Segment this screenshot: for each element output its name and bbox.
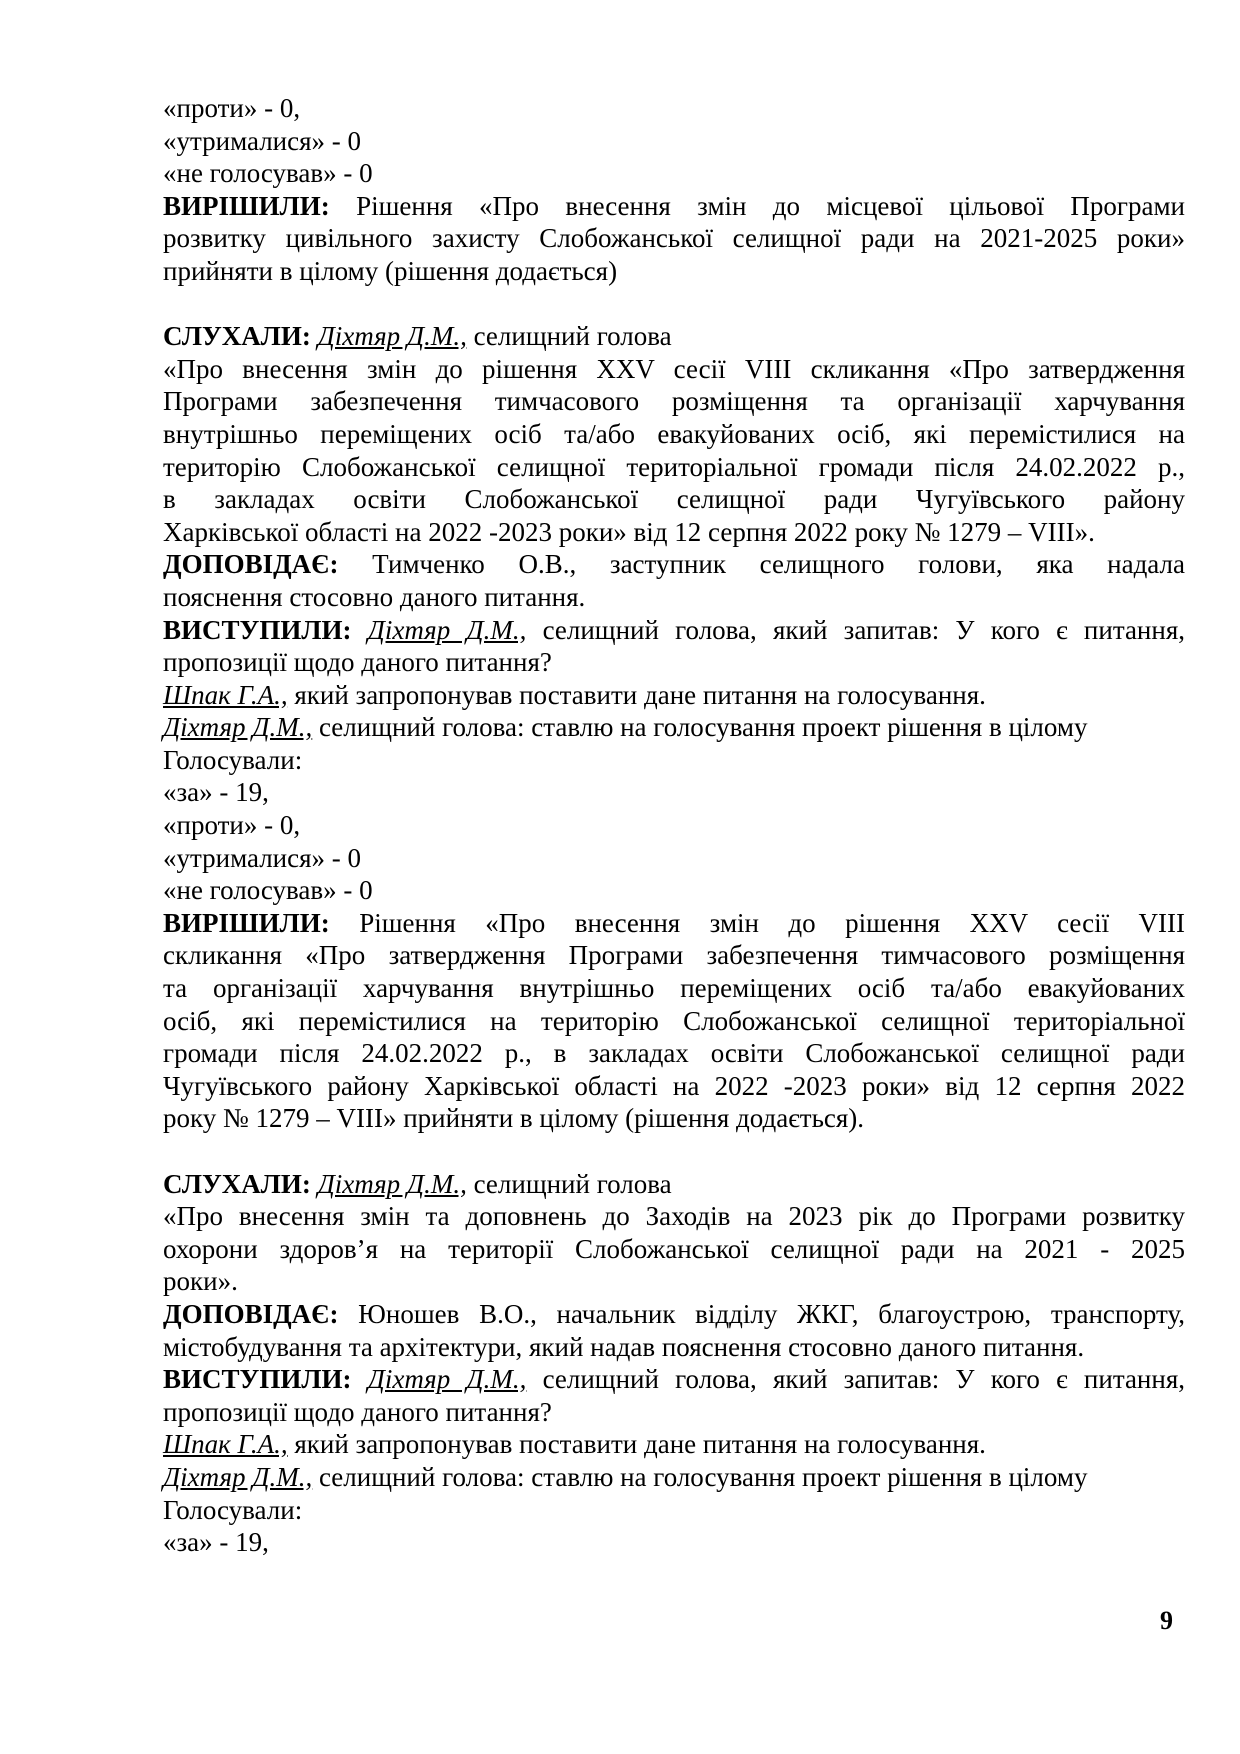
decision-line: року № 1279 – VIII» прийняти в цілому (рішення додається). bbox=[163, 1103, 865, 1134]
page-number: 9 bbox=[1160, 1606, 1173, 1635]
speaker-name: Діхтяр Д.М., bbox=[163, 1461, 313, 1492]
decision-line: ВИРІШИЛИ: Рішення «Про внесення змін до місцевої цільової Програми bbox=[163, 190, 1185, 221]
speaker-name: Діхтяр Д.М., bbox=[163, 712, 313, 743]
title-line: роки». bbox=[163, 1266, 238, 1297]
spoke-line: ВИСТУПИЛИ: Діхтяр Д.М., селищний голова, який запитав: У кого є питання, bbox=[163, 1364, 1185, 1395]
decision-line: прийняти в цілому (рішення додається) bbox=[163, 255, 618, 286]
vote-abstained: «утрималися» - 0 bbox=[163, 842, 362, 873]
vote-abstained: «утрималися» - 0 bbox=[163, 125, 362, 156]
title-line: Програми забезпечення тимчасового розміщення та організації харчування bbox=[163, 386, 1185, 417]
speaker-line: Діхтяр Д.М., селищний голова: ставлю на голосування проект рішення в цілому bbox=[163, 712, 1088, 743]
heard-line: СЛУХАЛИ: Діхтяр Д.М., селищний голова bbox=[163, 1168, 672, 1199]
title-line: внутрішньо переміщених осіб та/або евакуйованих осіб, які перемістилися на bbox=[163, 418, 1185, 449]
vote-for: «за» - 19, bbox=[163, 1527, 269, 1558]
decision-line: Чугуївського району Харківської області на 2022 -2023 роки» від 12 серпня 2022 bbox=[163, 1070, 1185, 1101]
title-line: в закладах освіти Слобожанської селищної ради Чугуївського району bbox=[163, 484, 1185, 515]
decision-line: розвитку цивільного захисту Слобожанської селищної ради на 2021-2025 роки» bbox=[163, 223, 1185, 254]
vote-against: «проти» - 0, bbox=[163, 810, 301, 841]
vote-not-voted: «не голосував» - 0 bbox=[163, 875, 373, 906]
report-line: ДОПОВІДАЄ: Тимченко О.В., заступник селищного голови, яка надала bbox=[163, 549, 1185, 580]
decision-line: ВИРІШИЛИ: Рішення «Про внесення змін до рішення XXV сесії VIII bbox=[163, 907, 1185, 938]
voted-label: Голосували: bbox=[163, 744, 303, 775]
speaker-name: Шпак Г.А., bbox=[163, 1429, 288, 1460]
speaker-line: Шпак Г.А., який запропонував поставити дане питання на голосування. bbox=[163, 1429, 986, 1460]
speaker-name: Діхтяр Д.М., bbox=[317, 1168, 467, 1199]
spoke-line: пропозиції щодо даного питання? bbox=[163, 647, 552, 678]
document-page bbox=[163, 92, 1185, 1559]
decision-line: скликання «Про затвердження Програми забезпечення тимчасового розміщення bbox=[163, 940, 1185, 971]
report-line: пояснення стосовно даного питання. bbox=[163, 581, 586, 612]
speaker-line: Шпак Г.А., який запропонував поставити дане питання на голосування. bbox=[163, 679, 986, 710]
speaker-name: Діхтяр Д.М., bbox=[367, 614, 527, 645]
report-line: містобудування та архітектури, який надав пояснення стосовно даного питання. bbox=[163, 1331, 1085, 1362]
speaker-name: Шпак Г.А., bbox=[163, 679, 288, 710]
title-line: Харківської області на 2022 -2023 роки» від 12 серпня 2022 року № 1279 – VIII». bbox=[163, 516, 1095, 547]
spoke-line: ВИСТУПИЛИ: Діхтяр Д.М., селищний голова, який запитав: У кого є питання, bbox=[163, 614, 1185, 645]
voted-label: Голосували: bbox=[163, 1494, 303, 1525]
vote-against: «проти» - 0, bbox=[163, 93, 301, 123]
speaker-line: Діхтяр Д.М., селищний голова: ставлю на голосування проект рішення в цілому bbox=[163, 1461, 1088, 1492]
heard-line: СЛУХАЛИ: Діхтяр Д.М., селищний голова bbox=[163, 321, 672, 352]
spoke-line: пропозиції щодо даного питання? bbox=[163, 1396, 552, 1427]
vote-for: «за» - 19, bbox=[163, 777, 269, 808]
title-line: «Про внесення змін до рішення XXV сесії VIII скликання «Про затвердження bbox=[163, 353, 1185, 384]
decision-line: осіб, які перемістилися на територію Слобожанської селищної територіальної bbox=[163, 1005, 1185, 1036]
title-line: охорони здоров’я на території Слобожанської селищної ради на 2021 - 2025 bbox=[163, 1233, 1185, 1264]
decision-line: громади після 24.02.2022 р., в закладах освіти Слобожанської селищної ради bbox=[163, 1038, 1185, 1069]
speaker-name: Діхтяр Д.М., bbox=[317, 321, 467, 352]
title-line: «Про внесення змін та доповнень до Заходів на 2023 рік до Програми розвитку bbox=[163, 1201, 1185, 1232]
report-line: ДОПОВІДАЄ: Юношев В.О., начальник відділу ЖКГ, благоустрою, транспорту, bbox=[163, 1298, 1185, 1329]
decision-label: ВИРІШИЛИ: bbox=[163, 907, 330, 938]
vote-not-voted: «не голосував» - 0 bbox=[163, 158, 373, 189]
decision-line: та організації харчування внутрішньо переміщених осіб та/або евакуйованих bbox=[163, 973, 1185, 1004]
title-line: територію Слобожанської селищної територіальної громади після 24.02.2022 р., bbox=[163, 451, 1185, 482]
decision-label: ВИРІШИЛИ: bbox=[163, 190, 330, 221]
speaker-name: Діхтяр Д.М., bbox=[367, 1364, 527, 1395]
